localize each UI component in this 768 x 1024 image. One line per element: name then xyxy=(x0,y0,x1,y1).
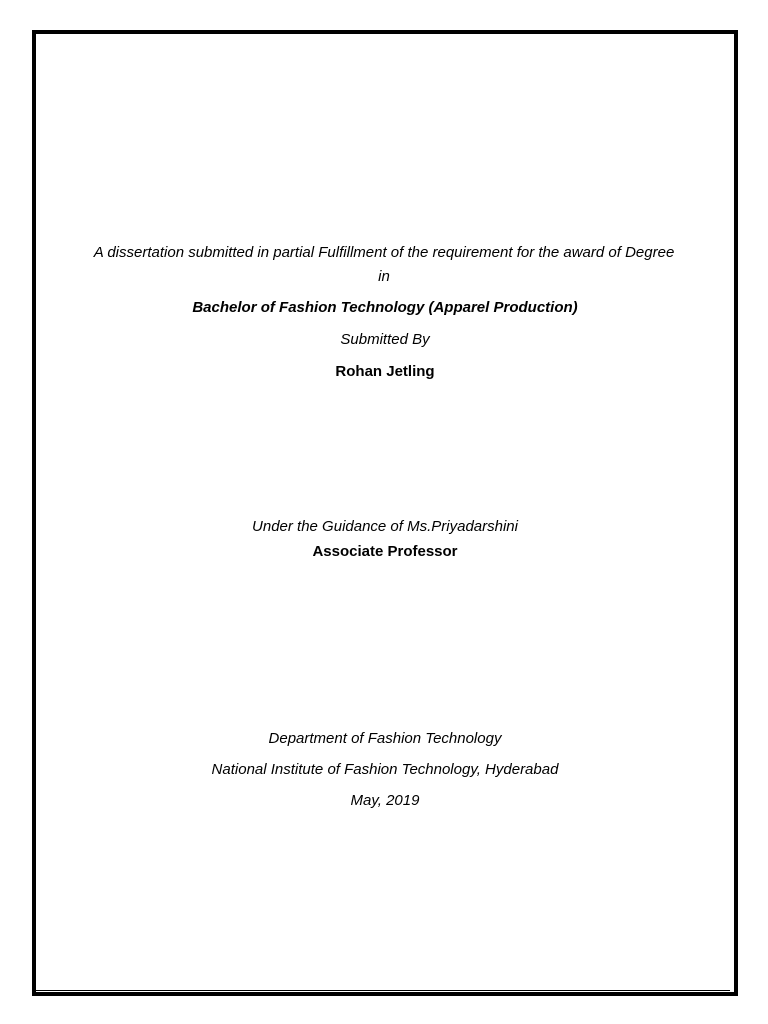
institute-name: National Institute of Fashion Technology, Hyderabad xyxy=(211,761,559,778)
dissertation-intro: A dissertation submitted in partial Fulfillment of the requirement for the award of Degree in xyxy=(93,244,675,285)
department-name: Department of Fashion Technology xyxy=(268,730,502,747)
submitted-by-label: Submitted By xyxy=(340,331,430,348)
degree-title: Bachelor of Fashion Technology (Apparel Production) xyxy=(192,299,578,316)
guidance-line: Under the Guidance of Ms.Priyadarshini xyxy=(252,518,518,535)
submission-date: May, 2019 xyxy=(350,792,420,809)
author-name: Rohan Jetling xyxy=(335,363,435,380)
guide-title: Associate Professor xyxy=(312,543,458,560)
page-border xyxy=(32,30,738,996)
